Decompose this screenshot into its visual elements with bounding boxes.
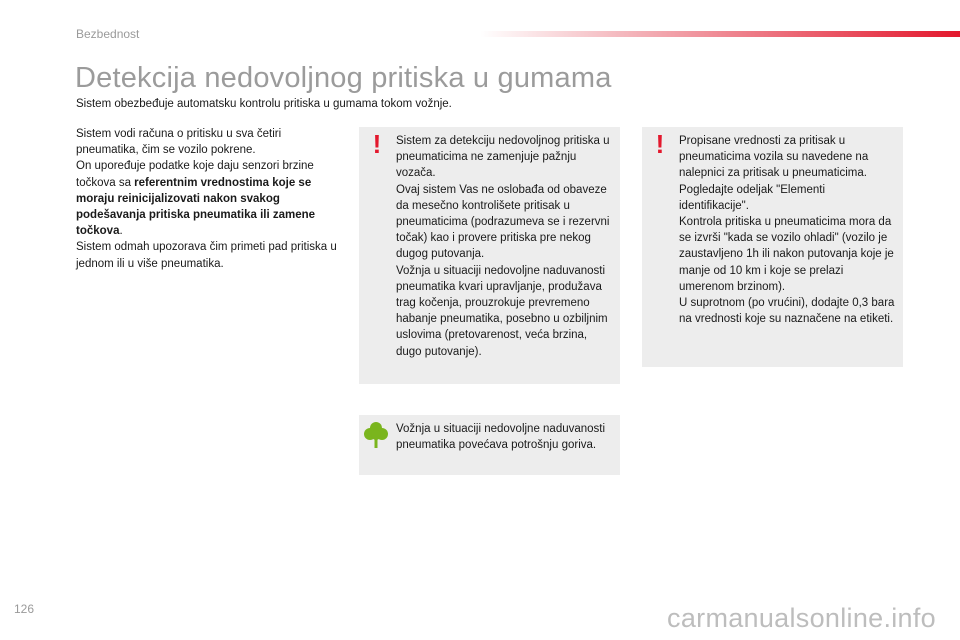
warning-paragraph: Propisane vrednosti za pritisak u pneumaticima vozila su navedene na nalepnici za pritisak u pneumaticima. [679,135,869,180]
warning-exclamation-icon: ! [372,129,382,159]
eco-tree-icon [364,421,388,449]
warning-box-driver-attention [359,127,620,384]
warning-paragraph: Sistem za detekciju nedovoljnog pritiska u pneumaticima ne zamenjuje pažnju vozača. [396,135,610,180]
intro-text-period: . [119,225,123,238]
header-accent-bar [480,31,960,37]
intro-paragraph-1: Sistem vodi računa o pritisku u sva četiri pneumatika, čim se vozilo pokrene. [76,128,282,157]
intro-text-regular: On upoređuje podatke koje daju senzori brzine točkova sa [76,160,314,189]
warning-paragraph: Vožnja u situaciji nedovoljne naduvanosti pneumatika kvari upravljanje, produžava trag kočenja, prouzrokuje prevremeno habanje pneumatika, posebno u ozbiljnim uslovima (pretovarenost, veća brzina, dugo putovanje). [396,264,608,358]
page-number: 126 [14,602,35,616]
section-label: Bezbednost [76,27,140,41]
watermark: carmanualsonline.info [667,603,936,633]
page-subtitle: Sistem obezbeđuje automatsku kontrolu pritiska u gumama tokom vožnje. [76,98,452,110]
warning-box-pressure-values [642,127,903,367]
warning-paragraph: U suprotnom (po vrućini), dodajte 0,3 bara na vrednosti koje su naznačene na etiketi. [679,297,895,326]
warning-paragraph: Kontrola pritiska u pneumaticima mora da se izvrši "kada se vozilo ohladi" (vozilo je zaustavljeno 1h ili nakon putovanja koje je manje od 10 km i koje se prelazi umerenom brzinom). [679,216,894,293]
warning-exclamation-icon: ! [655,129,665,159]
intro-text-bold: referentnim vrednostima koje se moraju reinicijalizovati nakon svakog podešavanja pritiska pneumatika ili zamene točkova [76,176,316,238]
warning-paragraph: Ovaj sistem Vas ne oslobađa od obaveze da mesečno kontrolišete pritisak u pneumaticima (podrazumeva se i rezervni točak) kao i provere pritiska pre nekog dugog putovanja. [396,183,610,261]
warning-box-text [396,133,614,360]
intro-paragraph-3: Sistem odmah upozorava čim primeti pad pritiska u jednom ili u više pneumatika. [76,241,337,270]
intro-text [76,126,346,272]
warning-paragraph: Pogledajte odeljak "Elementi identifikacije". [679,183,826,212]
warning-box-text [679,133,897,327]
eco-tip-text: Vožnja u situaciji nedovoljne naduvanosti pneumatika povećava potrošnju goriva. [396,423,606,452]
eco-tip-box [359,415,620,475]
intro-paragraph-2 [76,158,346,239]
page-title: Detekcija nedovoljnog pritiska u gumama [75,62,612,94]
